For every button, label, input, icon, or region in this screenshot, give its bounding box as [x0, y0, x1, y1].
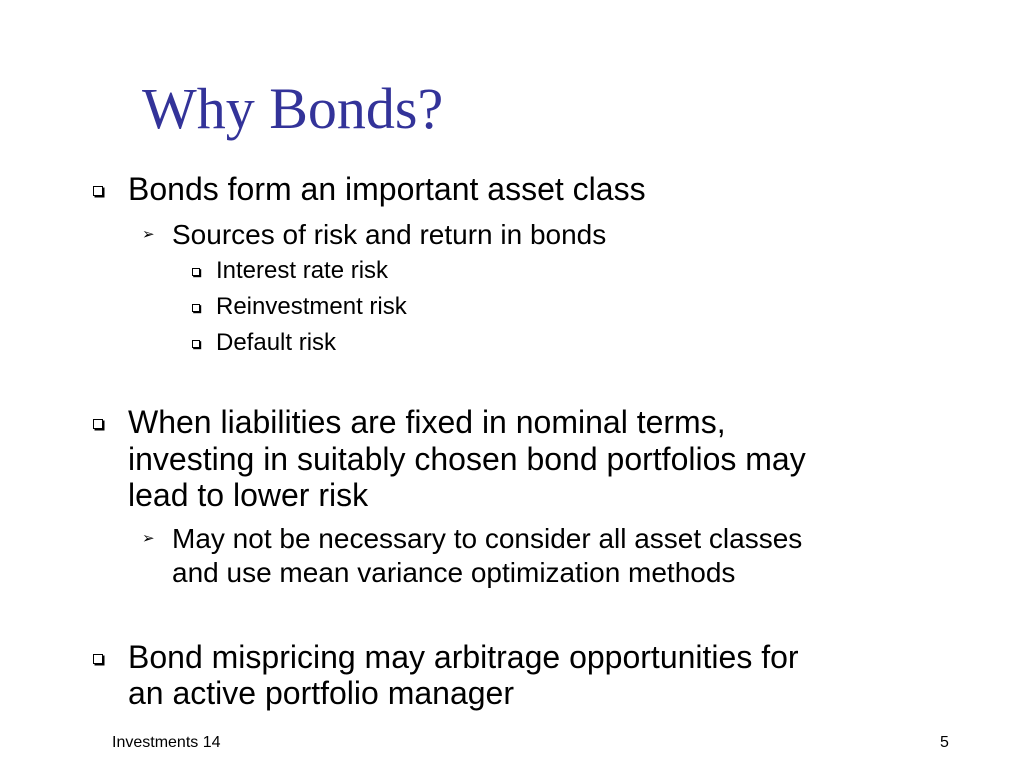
bullet-text-line-2: an active portfolio manager — [128, 675, 514, 711]
bullet-bond-mispricing-cont — [128, 676, 514, 710]
footer-page-number: 5 — [940, 734, 949, 751]
bullet-asset-class — [128, 172, 646, 206]
sub-sub-bullet-default-risk — [216, 328, 336, 358]
bullet-text: Default risk — [216, 329, 337, 356]
bullet-text-line-2: investing in suitably chosen bond portfolios may — [128, 441, 806, 477]
bullet-liabilities-fixed-cont — [128, 442, 806, 476]
arrowhead-bullet-icon: ➢ — [142, 529, 155, 547]
hollow-square-bullet-icon — [192, 304, 200, 312]
sub-sub-bullet-reinvestment-risk — [216, 292, 407, 322]
bullet-text: Bonds form an important asset class — [128, 171, 646, 207]
sub-bullet-mean-variance-cont — [172, 557, 735, 589]
hollow-square-bullet-icon — [93, 654, 103, 664]
hollow-square-bullet-icon — [93, 419, 103, 429]
sub-bullet-sources-of-risk — [142, 219, 607, 251]
bullet-text-line-1: When liabilities are fixed in nominal terms, — [128, 404, 726, 440]
bullet-text-line-1: Bond mispricing may arbitrage opportunities for — [128, 639, 799, 675]
bullet-text-line-3: lead to lower risk — [128, 477, 369, 513]
bullet-text: Interest rate risk — [216, 257, 389, 284]
bullet-text-line-2: and use mean variance optimization methods — [172, 557, 736, 588]
bullet-text-line-1: May not be necessary to consider all asset classes — [172, 523, 803, 554]
slide-title: Why Bonds? — [142, 76, 444, 141]
bullet-liabilities-fixed — [128, 405, 726, 439]
bullet-bond-mispricing — [128, 640, 799, 674]
bullet-text: Sources of risk and return in bonds — [172, 219, 607, 250]
hollow-square-bullet-icon — [192, 340, 200, 348]
footer-course-name: Investments 14 — [112, 734, 221, 751]
sub-sub-bullet-interest-rate-risk — [216, 256, 388, 286]
arrowhead-bullet-icon: ➢ — [142, 225, 155, 243]
sub-bullet-mean-variance — [142, 523, 803, 555]
bullet-text: Reinvestment risk — [216, 293, 407, 320]
bullet-liabilities-fixed-cont — [128, 478, 368, 512]
hollow-square-bullet-icon — [93, 186, 103, 196]
hollow-square-bullet-icon — [192, 268, 200, 276]
